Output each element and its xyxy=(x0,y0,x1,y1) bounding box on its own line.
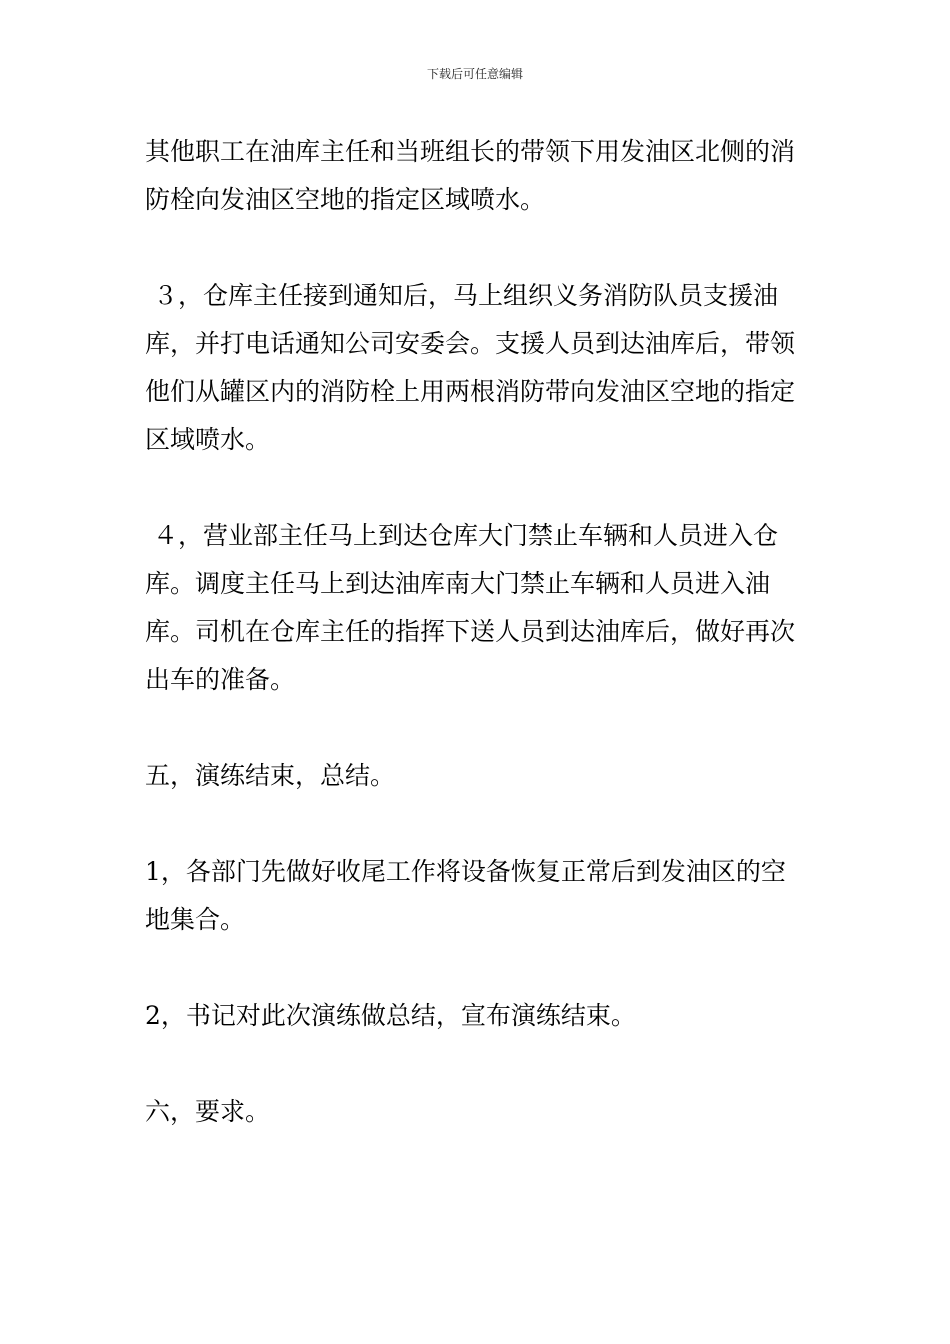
paragraph-spacer xyxy=(145,224,810,272)
paragraph-5: 2，书记对此次演练做总结，宣布演练结束。 xyxy=(145,1001,636,1030)
page-header: 下载后可任意编辑 xyxy=(426,67,523,81)
document-body xyxy=(145,128,810,1136)
section-heading-5: 五，演练结束，总结。 xyxy=(145,761,396,790)
paragraph-spacer xyxy=(145,944,810,992)
paragraph-spacer xyxy=(145,800,810,848)
paragraph-spacer xyxy=(145,464,810,512)
paragraph-spacer xyxy=(145,704,810,752)
paragraph-3: ４，营业部主任马上到达仓库大门禁止车辆和人员进入仓库。调度主任马上到达油库南大门禁止车辆和人员进入油库。司机在仓库主任的指挥下送人员到达油库后，做好再次出车的准备。 xyxy=(145,521,796,694)
section-heading-6: 六，要求。 xyxy=(145,1097,271,1126)
paragraph-1: 其他职工在油库主任和当班组长的带领下用发油区北侧的消防栓向发油区空地的指定区域喷水。 xyxy=(145,137,796,214)
paragraph-spacer xyxy=(145,1040,810,1088)
paragraph-4: 1，各部门先做好收尾工作将设备恢复正常后到发油区的空地集合。 xyxy=(145,857,786,934)
paragraph-2: ３，仓库主任接到通知后，马上组织义务消防队员支援油库，并打电话通知公司安委会。支援人员到达油库后，带领他们从罐区内的消防栓上用两根消防带向发油区空地的指定区域喷水。 xyxy=(145,281,796,454)
